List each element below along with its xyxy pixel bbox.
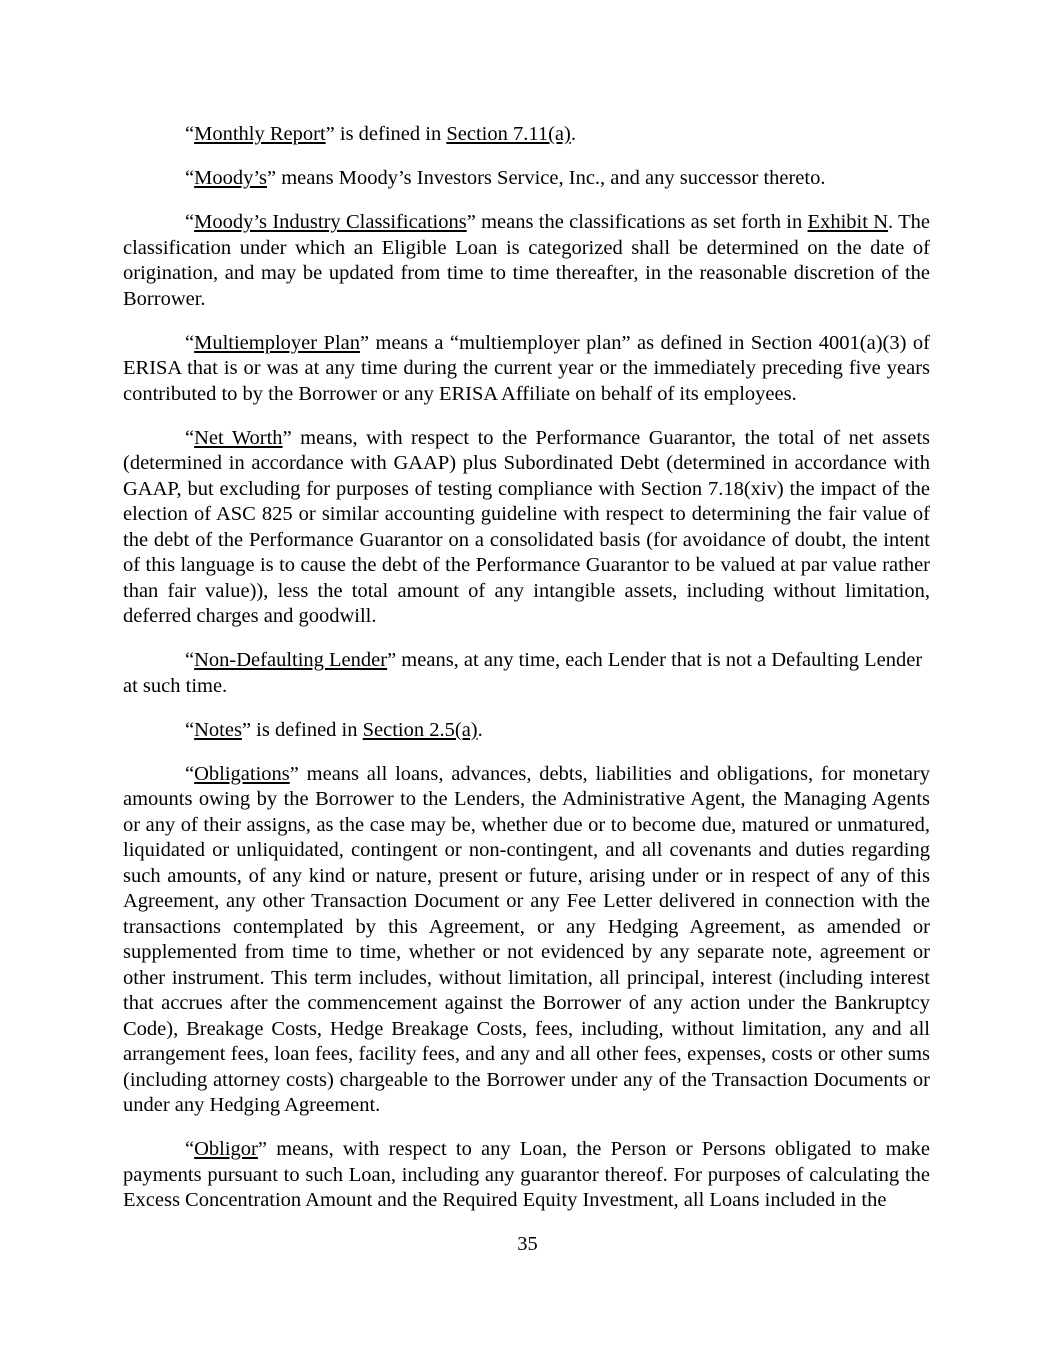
paragraph (123, 426, 930, 630)
text-run: ” means, with respect to any Loan, the Person or Persons obligated to make payments pursuant to such Loan, including any guarantor thereof. For purposes of calculating the Excess Concentration Amount and the Required Equity Investment, all Loans included in the (123, 1138, 930, 1211)
text-run: . (477, 718, 483, 741)
text-run: ” means Moody’s Investors Service, Inc., and any successor thereto. (267, 167, 826, 189)
text-run: “ (185, 167, 195, 189)
text-run: ” means a “multiemployer plan” as defined in Section 4001(a)(3) of ERISA that is or was at any time during the current year or the immediately preceding five years contributed to by the Borrower or any ERISA Affiliate on behalf of its employees. (123, 331, 930, 405)
defined-term: Section 7.11(a) (446, 123, 571, 145)
paragraph (123, 718, 930, 744)
text-run: “ (185, 123, 195, 145)
text-run: ” means the classifications as set forth in (466, 211, 808, 233)
defined-term: Notes (194, 718, 242, 741)
text-run: ” means all loans, advances, debts, liabilities and obligations, for monetary amounts owing by the Borrower to the Lenders, the Administrative Agent, the Managing Agents or any of their assigns, as the case may be, whether due or to become due, matured or unmatured, liquidated or unliquidated, contingent or non-contingent, and all covenants and duties regarding such amounts, of any kind or nature, present or future, arising under or in respect of any of this Agreement, any other Transaction Document or any Fee Letter delivered in connection with the transactions contemplated by this Agreement, or any Hedging Agreement, as amended or supplemented from time to time, whether or not evidenced by any separate note, agreement or other instrument. This term includes, without limitation, all principal, interest (including interest that accrues after the commencement against the Borrower of any action under the Bankruptcy Code), Breakage Costs, Hedge Breakage Costs, fees, including, without limitation, any and all arrangement fees, loan fees, facility fees, and any and all other fees, expenses, costs or other sums (including attorney costs) chargeable to the Borrower under any of the Transaction Documents or under any Hedging Agreement. (123, 762, 930, 1116)
text-run: “ (185, 331, 195, 354)
defined-term: Net Worth (194, 426, 283, 449)
paragraph (123, 762, 930, 1119)
defined-term: Obligations (194, 762, 290, 785)
text-run: “ (185, 718, 195, 741)
defined-term: Multiemployer Plan (194, 331, 360, 354)
text-run: ” is defined in (241, 718, 363, 741)
text-run: ” means, with respect to the Performance Guarantor, the total of net assets (determined in accordance with GAAP) plus Subordinated Debt (determined in accordance with GAAP, but excluding for purposes of testing compliance with Section 7.18(xiv) the impact of the election of ASC 825 or similar accounting guideline with respect to determining the fair value of the debt of the Performance Guarantor on a consolidated basis (for avoidance of doubt, the intent of this language is to cause the debt of the Performance Guarantor to be valued at par value rather than fair value)), less the total amount of any intangible assets, including without limitation, deferred charges and goodwill. (123, 426, 930, 627)
page-number: 35 (517, 1233, 538, 1255)
text-run: ” means, at any time, each Lender that is not a Defaulting Lender at such time. (123, 649, 923, 697)
text-run: “ (185, 211, 195, 233)
defined-term: Exhibit N (807, 211, 889, 233)
paragraph (123, 166, 930, 192)
defined-term: Section 2.5(a) (362, 718, 478, 741)
text-run: “ (185, 426, 195, 449)
text-run: “ (185, 1138, 195, 1160)
paragraph (123, 122, 930, 148)
paragraph (123, 648, 930, 699)
text-run: ” is defined in (325, 123, 447, 145)
defined-term: Monthly Report (194, 123, 326, 145)
defined-term: Non-Defaulting Lender (194, 649, 388, 671)
paragraph (123, 331, 930, 408)
text-run: “ (185, 762, 195, 785)
document-body (123, 122, 930, 1232)
paragraph (123, 210, 930, 312)
paragraph (123, 1137, 930, 1214)
defined-term: Moody’s Industry Classifications (194, 211, 467, 233)
defined-term: Obligor (194, 1138, 258, 1160)
text-run: . The classification under which an Eligible Loan is categorized shall be determined on the date of origination, and may be updated from time to time thereafter, in the reasonable discretion of the Borrower. (123, 211, 930, 310)
defined-term: Moody’s (194, 167, 268, 189)
text-run: . (570, 123, 576, 145)
text-run: “ (185, 649, 195, 671)
